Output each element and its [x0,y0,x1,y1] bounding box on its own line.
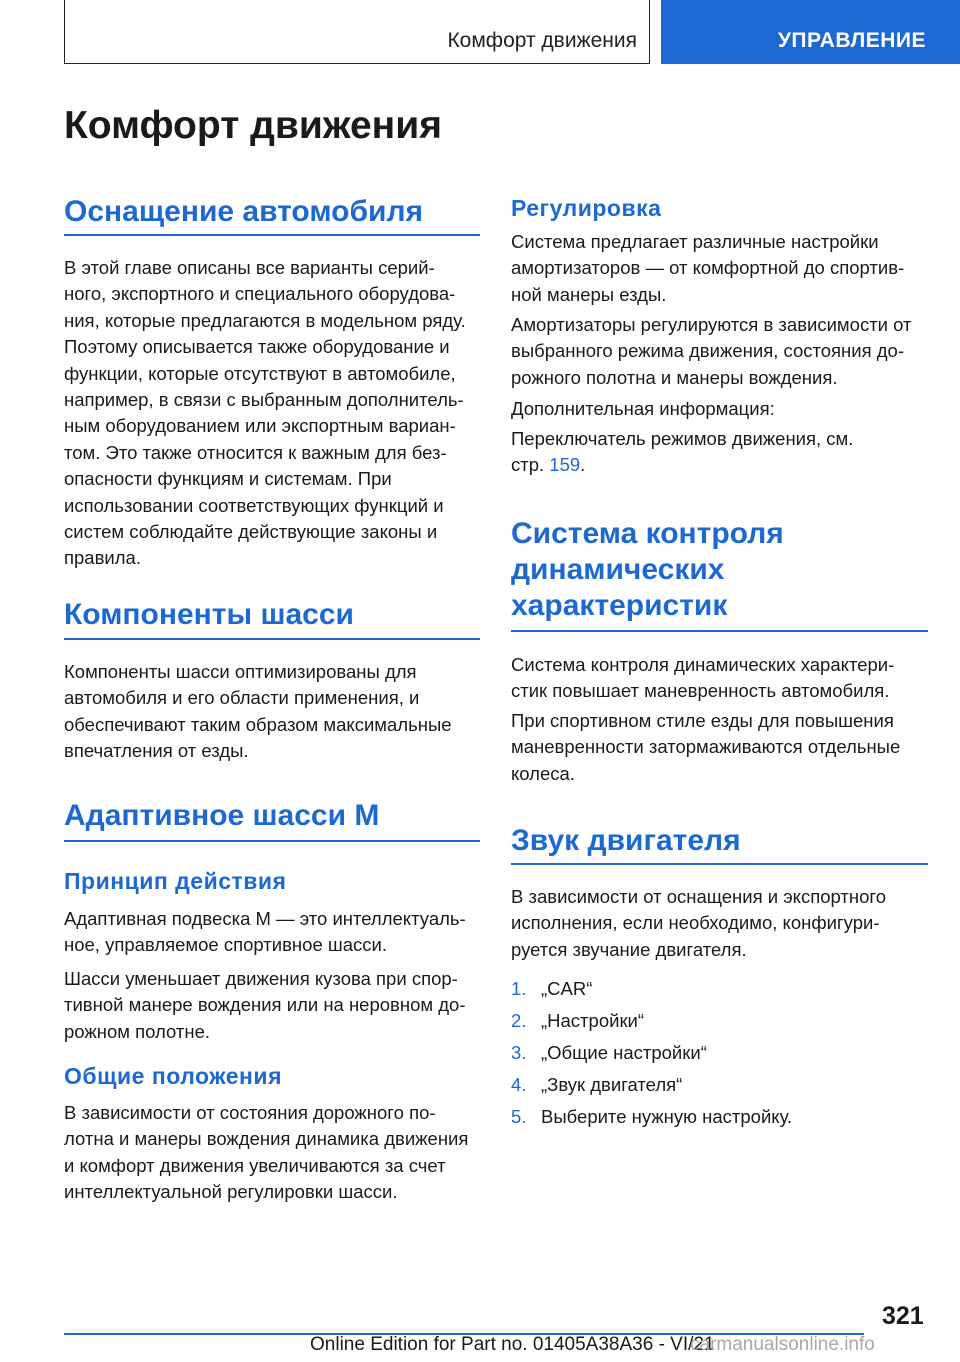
header-chapter-label: УПРАВЛЕНИЕ [777,29,926,52]
text-line: маневренности затормаживаются отдельные [511,736,901,758]
text-line: В этой главе описаны все варианты серий- [64,257,435,278]
list-number: 3. [511,1042,527,1063]
para-principle-1 [64,906,466,959]
text-line: правила. [64,547,141,569]
text-line [511,452,853,478]
page-title: Комфорт движения [64,104,442,147]
list-text: Выберите нужную настройку. [541,1106,793,1127]
page-number: 321 [882,1302,924,1330]
text-line: функции, которые отсутствуют в автомобиле, [64,362,456,384]
heading-line: характеристик [511,589,728,622]
para-chassis [64,659,452,765]
text-line: исполнения, если необходимо, конфигури- [511,912,880,934]
text-line: опасности функциям и системам. При [64,468,392,490]
text-line: ное, управляемое спортивное шасси. [64,934,387,956]
text-fragment: стр. [511,454,550,476]
text-line: колеса. [511,762,575,784]
text-line: рожного полотна и манеры вождения. [511,366,838,388]
text-line: впечатления от езды. [64,740,249,762]
text-line: интеллектуальной регулировки шасси. [64,1181,398,1203]
heading-equipment: Оснащение автомобиля [64,195,424,228]
text-line: Дополнительная информация: [511,398,775,419]
heading-line: динамических [511,553,725,586]
text-line: Адаптивная подвеска M — это интеллектуаль- [64,908,466,929]
rule-sound [511,863,928,865]
list-text: „CAR“ [541,978,593,999]
text-line: руется звучание двигателя. [511,938,747,960]
text-line: ной манеры езды. [511,283,667,305]
text-line: выбранного режима движения, состояния до- [511,340,905,362]
watermark: carmanualsonline.info [690,1334,875,1355]
text-line: обеспечивают таким образом максимальные [64,713,452,735]
heading-sound: Звук двигателя [511,824,741,857]
footer-edition: Online Edition for Part no. 01405A38A36 - VI/21 [310,1334,715,1355]
text-line: Компоненты шасси оптимизированы для [64,661,417,682]
header-section-tab [64,0,650,64]
text-line: рожном полотне. [64,1020,211,1042]
header-chapter-tab [661,0,960,64]
text-line: например, в связи с выбранным дополнитель- [64,389,464,411]
rule-dynamics [511,630,928,632]
text-fragment: . [580,454,586,476]
text-line: ным оборудованием или экспортным вариан- [64,415,456,437]
list-number: 4. [511,1074,527,1095]
subheading-adjust: Регулировка [511,195,662,221]
header-section-label: Комфорт движения [447,29,637,52]
list-number: 2. [511,1010,527,1031]
subheading-general: Общие положения [64,1063,282,1089]
para-adjust-4 [511,426,853,479]
para-dynamics-2 [511,708,900,787]
text-line: том. Это также относится к важным для без- [64,441,447,463]
text-line: ного, экспортного и специального оборудова- [64,283,456,305]
heading-dynamics [511,516,784,624]
para-equipment [64,255,466,572]
list-number: 5. [511,1106,527,1127]
steps-list [511,973,792,1133]
text-line: Амортизаторы регулируются в зависимости от [511,314,912,335]
rule-chassis [64,638,480,640]
list-item [511,1101,792,1133]
text-line: стик повышает маневренность автомобиля. [511,680,890,702]
heading-chassis: Компоненты шасси [64,598,354,631]
list-number: 1. [511,978,527,999]
para-sound [511,884,886,963]
rule-equipment [64,234,480,236]
text-line: Система предлагает различные настройки [511,231,879,252]
heading-adaptive: Адаптивное шасси M [64,799,380,832]
text-line: В зависимости от состояния дорожного по- [64,1102,436,1123]
text-line: ния, которые предлагаются в модельном ряду. [64,309,466,331]
text-line: систем соблюдайте действующие законы и [64,521,438,543]
text-line: автомобиля и его области применения, и [64,687,420,709]
list-item [511,1069,792,1101]
para-adjust-3 [511,396,775,422]
text-line: и комфорт движения увеличиваются за счет [64,1154,446,1176]
text-line: Переключатель режимов движения, см. [511,428,854,449]
text-line: Шасси уменьшает движения кузова при спор- [64,968,458,989]
subheading-principle: Принцип действия [64,868,287,894]
list-item [511,1037,792,1069]
text-line: Система контроля динамических характери- [511,654,895,675]
text-line: Поэтому описывается также оборудование и [64,336,450,358]
text-line: лотна и манеры вождения динамика движения [64,1128,469,1150]
text-line: При спортивном стиле езды для повышения [511,710,894,731]
para-general [64,1100,468,1206]
heading-line: Система контроля [511,517,784,550]
text-line: использовании соответствующих функций и [64,494,444,516]
text-line: В зависимости от оснащения и экспортного [511,886,887,907]
para-adjust-2 [511,312,912,391]
rule-adaptive [64,840,480,842]
para-dynamics-1 [511,652,894,705]
list-item [511,1005,792,1037]
list-text: „Общие настройки“ [541,1042,707,1063]
text-line: амортизаторов — от комфортной до спортив- [511,257,905,279]
list-text: „Настройки“ [541,1010,645,1031]
para-principle-2 [64,966,465,1045]
para-adjust-1 [511,229,904,308]
list-item [511,973,792,1005]
page-link[interactable]: 159 [549,454,581,476]
list-text: „Звук двигателя“ [541,1074,683,1095]
text-line: тивной манере вождения или на неровном до- [64,994,466,1016]
